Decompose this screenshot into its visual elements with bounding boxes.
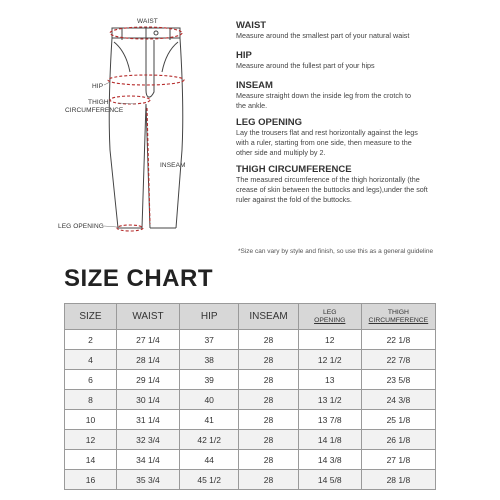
table-cell: 28 [239, 410, 298, 430]
table-cell: 45 1/2 [180, 470, 239, 490]
table-cell: 27 1/4 [116, 330, 179, 350]
table-cell: 40 [180, 390, 239, 410]
table-cell: 28 [239, 450, 298, 470]
table-cell: 14 3/8 [298, 450, 361, 470]
table-cell: 32 3/4 [116, 430, 179, 450]
table-cell: 12 [65, 430, 117, 450]
table-cell: 30 1/4 [116, 390, 179, 410]
table-cell: 44 [180, 450, 239, 470]
table-cell: 34 1/4 [116, 450, 179, 470]
header-line: THIGH [387, 308, 409, 316]
table-cell: 38 [180, 350, 239, 370]
table-cell: 26 1/8 [361, 430, 435, 450]
table-cell: 41 [180, 410, 239, 430]
inseam-label: INSEAM [160, 162, 186, 169]
table-header-row [65, 304, 436, 330]
measure-desc: Measure straight down the inside leg from the crotch to [236, 91, 411, 100]
size-chart-table [64, 303, 436, 490]
table-cell: 28 [239, 430, 298, 450]
table-row [65, 350, 436, 370]
table-cell: 39 [180, 370, 239, 390]
table-cell: 31 1/4 [116, 410, 179, 430]
hip-label: HIP [92, 83, 104, 90]
table-cell: 28 [239, 470, 298, 490]
table-cell: 23 5/8 [361, 370, 435, 390]
header-line: CIRCUMFERENCE [368, 316, 429, 324]
thigh-label-line1: THIGH [88, 99, 109, 106]
header-thigh-circumference [361, 304, 435, 330]
table-cell: 22 7/8 [361, 350, 435, 370]
table-cell: 28 [239, 390, 298, 410]
table-cell: 12 [298, 330, 361, 350]
measure-inseam [236, 80, 498, 111]
measure-desc: the ankle. [236, 101, 268, 110]
header-leg-opening [298, 304, 361, 330]
measure-title: LEG OPENING [236, 117, 302, 128]
table-cell: 28 [239, 330, 298, 350]
table-cell: 28 1/4 [116, 350, 179, 370]
table-cell: 29 1/4 [116, 370, 179, 390]
header-size: SIZE [65, 304, 117, 330]
table-cell: 8 [65, 390, 117, 410]
header-hip: HIP [180, 304, 239, 330]
table-cell: 12 1/2 [298, 350, 361, 370]
header-inseam: INSEAM [239, 304, 298, 330]
table-row [65, 450, 436, 470]
measure-desc: Measure around the smallest part of your natural waist [236, 31, 410, 40]
waist-label: WAIST [137, 18, 158, 25]
table-cell: 13 1/2 [298, 390, 361, 410]
table-cell: 35 3/4 [116, 470, 179, 490]
table-cell: 28 [239, 350, 298, 370]
measure-thigh [236, 164, 498, 205]
table-cell: 28 1/8 [361, 470, 435, 490]
measure-leg-opening [236, 117, 498, 158]
table-row [65, 430, 436, 450]
table-cell: 25 1/8 [361, 410, 435, 430]
size-note: *Size can vary by style and finish, so use this as a general guideline [238, 248, 434, 255]
table-cell: 24 3/8 [361, 390, 435, 410]
measure-desc: other side and multiply by 2. [236, 148, 326, 157]
table-cell: 4 [65, 350, 117, 370]
table-cell: 14 5/8 [298, 470, 361, 490]
table-row [65, 330, 436, 350]
table-cell: 22 1/8 [361, 330, 435, 350]
measurement-guide [236, 20, 498, 211]
table-cell: 13 7/8 [298, 410, 361, 430]
thigh-label-line2: CIRCUMFERENCE [65, 107, 124, 114]
measure-title: WAIST [236, 20, 267, 31]
table-row [65, 470, 436, 490]
table-cell: 27 1/8 [361, 450, 435, 470]
measure-desc: Lay the trousers flat and rest horizontally against the legs [236, 128, 418, 137]
measure-hip [236, 50, 498, 71]
measure-desc: with a ruler, starting from one side, then measure to the [236, 138, 412, 147]
table-cell: 13 [298, 370, 361, 390]
header-line: OPENING [314, 316, 346, 324]
table-cell: 10 [65, 410, 117, 430]
table-row [65, 370, 436, 390]
measure-desc: The measured circumference of the thigh horizontally (the [236, 175, 420, 184]
table-row [65, 390, 436, 410]
trousers-diagram [0, 0, 235, 240]
table-cell: 37 [180, 330, 239, 350]
trousers-diagram-icon [0, 0, 235, 240]
table-cell: 42 1/2 [180, 430, 239, 450]
measure-title: INSEAM [236, 80, 273, 91]
size-chart-title: SIZE CHART [64, 265, 213, 292]
table-cell: 16 [65, 470, 117, 490]
table-cell: 28 [239, 370, 298, 390]
measure-waist [236, 20, 498, 41]
table-body [65, 330, 436, 490]
measure-desc: crease of skin between the buttocks and legs),under the soft [236, 185, 428, 194]
measure-title: HIP [236, 50, 252, 61]
measure-desc: Measure around the fullest part of your hips [236, 61, 375, 70]
measure-title: THIGH CIRCUMFERENCE [236, 164, 352, 175]
measure-desc: ruler against the fold of the buttocks. [236, 195, 352, 204]
table-cell: 14 [65, 450, 117, 470]
table-cell: 14 1/8 [298, 430, 361, 450]
header-waist: WAIST [116, 304, 179, 330]
table-row [65, 410, 436, 430]
leg-opening-label: LEG OPENING [58, 223, 104, 230]
table-cell: 2 [65, 330, 117, 350]
header-line: LEG [322, 308, 337, 316]
table-cell: 6 [65, 370, 117, 390]
